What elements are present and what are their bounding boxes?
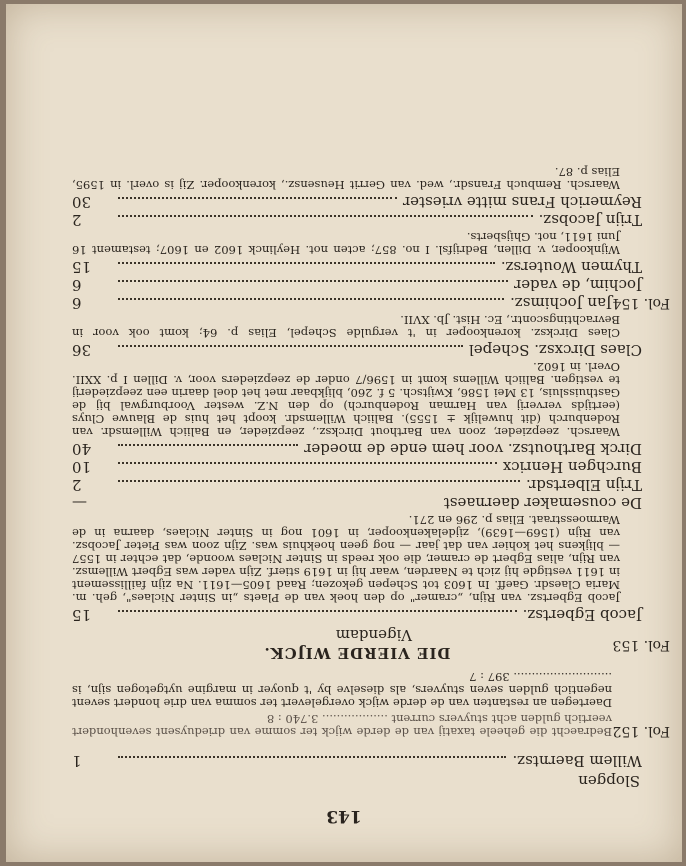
folio-label: Fol. 153: [612, 637, 670, 653]
fol-153-block: [72, 626, 670, 662]
entry-number: 10: [72, 458, 92, 476]
entry-number: 36: [72, 341, 92, 359]
rotated-content: [6, 4, 682, 862]
section-slopgen: Slopgen: [578, 772, 640, 790]
folio-label: Fol. 154: [612, 295, 670, 311]
entry-name: Trijn Jacobsz.: [538, 211, 642, 229]
entry-number: 15: [72, 606, 92, 624]
entry-name: Jan Jochimsz.: [510, 294, 612, 312]
entry-trijn-elbertsdr: [72, 476, 642, 492]
entry-name: Trijn Elbertsdr.: [525, 476, 642, 494]
entry-number: —: [72, 494, 87, 512]
entry-name: De cousemaker daernaest: [443, 494, 642, 512]
entry-jacob: [72, 606, 642, 622]
entry-name: Jochim, de vader: [514, 276, 642, 294]
entry-note: Claes Dircksz. korenkooper in 't vergulde Schepel, Elias p. 64; komt ook voor in Bevrachtingscontr., Ec. Hist. Jb. XVII.: [72, 313, 620, 340]
entry-number: 2: [72, 476, 82, 494]
entry-reymerich: [72, 193, 642, 209]
leader-dots: [118, 462, 497, 464]
arrears-text: Daertegen an restanten van de derde wijck overgelevert ter somma van drie hondert sevent negentich gulden seven stuyvers, als dieselve by 't quoyer in margine uytgetogen sijn, is ........................... 397 : 7: [72, 670, 612, 710]
entry-cousemaker: [72, 494, 642, 510]
section-subtitle: Vigendam: [335, 626, 412, 644]
entry-name: Burchgen Henricx: [502, 458, 642, 476]
entry-dirck: [72, 440, 642, 456]
entry-note: Waarsch. Rembuch Fransdr., wed. van Gerrit Heusensz., korenkooper. Zij is overl. in 1595, Elias p. 87.: [72, 165, 620, 192]
page-number: 143: [326, 806, 362, 826]
entry-number: 2: [72, 211, 82, 229]
leader-dots: [118, 262, 495, 264]
entry-burchgen: [72, 458, 642, 474]
entry-number: 6: [72, 294, 82, 312]
entry-name: Thymen Woutersz.: [500, 258, 642, 276]
entry-number: 1: [72, 752, 82, 770]
leader-dots: [118, 298, 504, 300]
entry-name: Dirck Barthoutsz. voor hem ende de moeder: [304, 440, 642, 458]
leader-dots: [118, 215, 533, 217]
entry-claes: [72, 341, 642, 357]
entry-note: Waarsch. zeepzieder, zoon van Barthout Dircksz., zeepzieder, en Baliich Willemsdr. van Rodenburch (dit huwelijk ± 1555). Baliich Willemsdr. koopt het huis de Blauwe Cluys (eertijds ververij van Harman Rodenburch) op den N.Z. wester Voorburgwal bij de Gasthuissluis, 13 Mei 1586, Kwijtsch. 5 f. 260, blijkbaar met het doel daarin een zeepziederij te vestigen. Baliich Willems komt in 1596/7 onder de zeepzieders voor, v. Dillen I p. XXII. Overl. in 1602.: [72, 360, 620, 439]
leader-dots: [118, 756, 507, 758]
leader-dots: [118, 345, 463, 347]
entry-number: 6: [72, 276, 82, 294]
entry-jan: [72, 294, 670, 312]
leader-dots: [118, 610, 517, 612]
entry-number: 30: [72, 193, 92, 211]
entry-note: Jacob Egbertsz. van Rijn, „cramer" op den hoek van de Plaets „in Sinter Niclaes", geh. m. Maria Claesdr. Gaeff. In 1603 tot Schepen gekozen; Raad 1605—1611. Na zijn faillissement in 1611 vestigde hij zich te Naarden, waar hij in 1619 stierf. Zijn vader was Egbert Willemsz. van Rijn, alias Egbert de cramer, die ook reeds in Sinter Niclaes woonde, dat echter in 1557 — blijkens het kohier van dat jaar — nog geen hoekhuis was. Zijn zoon was Pieter Jacobsz. van Rijn (1569—1639), zijdelakenkooper, in 1601 nog in Sinter Niclaes, daarna in de Warmoesstraat. Elias p. 296 en 271.: [72, 513, 620, 605]
taxation-text: Bedraecht die geheele taxatij van de derde wijck ter somme van drieduysent sevenhondert veertich gulden acht stuyvers current .................. 3.740 : 8: [72, 712, 612, 739]
entry-number: 15: [72, 258, 92, 276]
entry-note: Wijnkooper, v. Dillen, Bedrijfsl. I no. 857; acten not. Heylinck 1602 en 1607; testament 16 Juni 1611, not. Ghijsberts.: [72, 230, 620, 257]
entry-number: 40: [72, 440, 92, 458]
entry-willem: [72, 752, 642, 768]
leader-dots: [118, 280, 508, 282]
leader-dots: [118, 197, 397, 199]
section-title: DIE VIERDE WIJCK.: [263, 644, 451, 662]
entry-trijn-jacobsz: [72, 211, 642, 227]
leader-dots: [118, 480, 520, 482]
entry-name: Claes Dircxsz. Schepel: [468, 341, 642, 359]
scanned-page: [6, 4, 682, 862]
fol-152-block: [72, 670, 670, 739]
entry-name: Jacob Egbertsz.: [522, 606, 642, 624]
leader-dots: [118, 444, 298, 446]
entry-name: Willem Baerntsz.: [512, 752, 642, 770]
entry-jochim: [72, 276, 642, 292]
folio-label: Fol. 152: [612, 723, 670, 739]
entry-name: Reymerich Frans mitte vriester: [402, 193, 642, 211]
entry-thymen: [72, 258, 642, 274]
page-body: [72, 162, 670, 790]
